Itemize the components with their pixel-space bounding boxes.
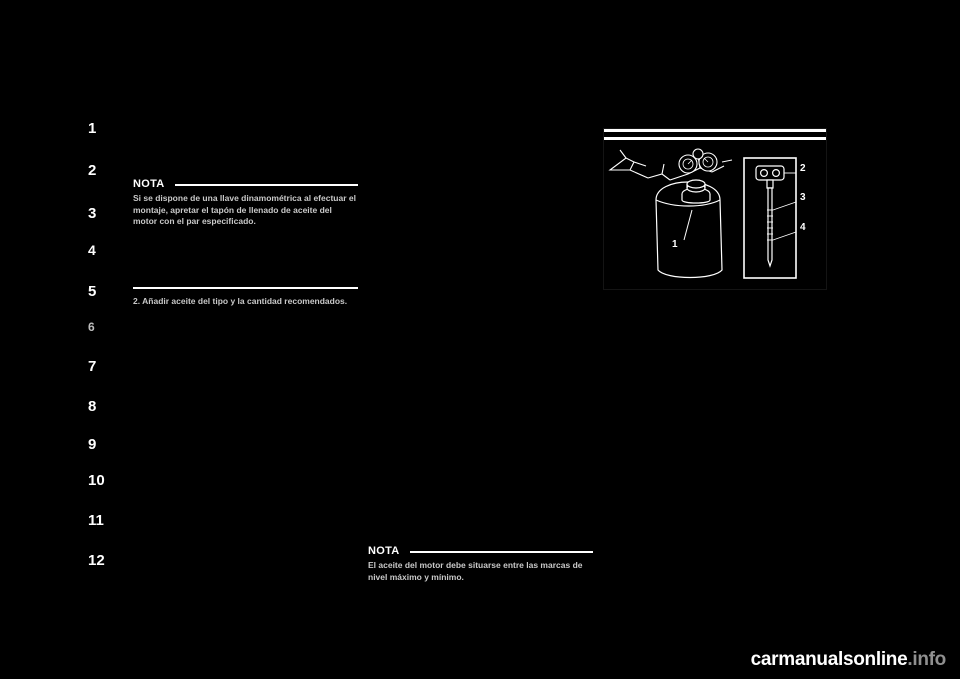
note-heading-rule-2 xyxy=(368,545,593,559)
note-body-text: Si se dispone de una llave dinamométrica al efectuar el montaje, apretar el tapón de llenado de aceite del motor con el par especificado. xyxy=(133,193,356,226)
chapter-tab-6[interactable]: 6 xyxy=(88,320,95,334)
chapter-tab-7[interactable]: 7 xyxy=(88,358,97,375)
note-label-2: NOTA xyxy=(368,545,404,557)
note-block-1 xyxy=(133,178,358,289)
chapter-tab-11[interactable]: 11 xyxy=(88,512,104,529)
watermark-main: carmanualsonline xyxy=(750,649,908,670)
engine-oil-dipstick-figure xyxy=(603,128,827,290)
chapter-tab-12[interactable]: 12 xyxy=(88,552,105,569)
note-rule-line xyxy=(175,184,358,186)
note-bottom-rule xyxy=(133,287,358,289)
figure-callout-3: 3 xyxy=(800,192,806,203)
figure-top-bar-inner xyxy=(604,132,826,137)
step-text-after-note: 2. Añadir aceite del tipo y la cantidad recomendados. xyxy=(133,296,348,306)
chapter-tab-4[interactable]: 4 xyxy=(88,242,96,258)
chapter-tab-5[interactable]: 5 xyxy=(88,283,97,300)
chapter-tab-2[interactable]: 2 xyxy=(88,162,97,179)
chapter-tab-9[interactable]: 9 xyxy=(88,436,97,453)
chapter-tab-3[interactable]: 3 xyxy=(88,205,97,222)
note-heading-rule xyxy=(133,178,358,192)
chapter-tab-10[interactable]: 10 xyxy=(88,472,105,489)
figure-callout-4: 4 xyxy=(800,222,806,233)
note-rule-line-2 xyxy=(410,551,593,553)
note-block-2 xyxy=(368,545,593,582)
figure-callout-1: 1 xyxy=(672,239,678,250)
figure-illustration xyxy=(604,140,826,288)
chapter-tab-8[interactable]: 8 xyxy=(88,398,97,415)
note-label: NOTA xyxy=(133,178,169,190)
figure-top-bar xyxy=(604,129,826,140)
watermark-suffix: .info xyxy=(907,649,946,670)
motorcycle-engine-illustration xyxy=(604,140,826,288)
figure-callout-2: 2 xyxy=(800,163,806,174)
note-body-text-2: El aceite del motor debe situarse entre las marcas de nivel máximo y mínimo. xyxy=(368,560,583,582)
chapter-index-tabs xyxy=(88,120,128,569)
site-watermark xyxy=(751,649,946,671)
chapter-tab-1[interactable]: 1 xyxy=(88,120,97,137)
